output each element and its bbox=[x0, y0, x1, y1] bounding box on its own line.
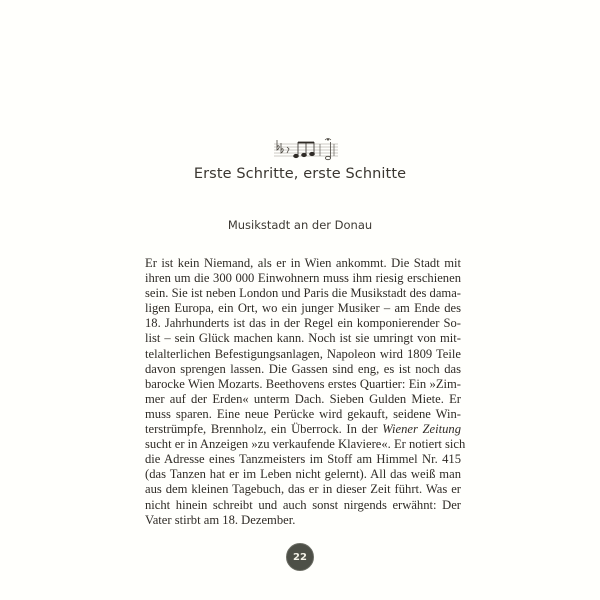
text-line: Vater stirbt am 18. Dezember. bbox=[145, 512, 296, 527]
newspaper-title-italic: Wiener Zeitung bbox=[382, 422, 461, 437]
text-line: aus dem kleinen Tagebuch, das er in dieser Zeit führt. Was er bbox=[145, 482, 461, 497]
text-line: sein. Sie ist neben London und Paris die Musikstadt des dama- bbox=[145, 286, 461, 301]
text-line: barocke Wien Mozarts. Beethovens erstes Quartier: Ein »Zim- bbox=[145, 376, 461, 391]
text-line bbox=[145, 422, 461, 437]
text-line: muss sparen. Eine neue Perücke wird gekauft, seidene Win- bbox=[145, 406, 461, 421]
text-line: list – sein Glück machen kann. Noch ist sie umringt von mit- bbox=[145, 331, 461, 346]
text-line: die Adresse eines Tanzmeisters im Stoff am Himmel Nr. 415 bbox=[145, 452, 461, 467]
text-line: ihren um die 300 000 Einwohnern muss ihm riesig erschienen bbox=[145, 271, 461, 286]
text-segment: terstrümpfe, Brennholz, ein Überrock. In der bbox=[145, 422, 383, 437]
text-line: (das Tanzen hat er im Leben nicht gelernt). All das weiß man bbox=[145, 467, 461, 482]
text-line: davon sprengen lassen. Die Gassen sind eng, es ist noch das bbox=[145, 361, 461, 376]
text-line: nicht hinein schreibt und auch sonst nirgends erwähnt: Der bbox=[145, 497, 461, 512]
page-number-badge: 22 bbox=[286, 543, 314, 571]
chapter-title: Erste Schritte, erste Schnitte bbox=[193, 166, 407, 182]
text-line: telalterlichen Befestigungsanlagen, Napoleon wird 1809 Teile bbox=[145, 346, 461, 361]
section-title: Musikstadt an der Donau bbox=[227, 218, 373, 232]
body-paragraph bbox=[145, 256, 466, 528]
text-line: ligen Europa, ein Ort, wo ein junger Musiker – am Ende des bbox=[145, 301, 461, 316]
text-line: sucht er in Anzeigen »zu verkaufende Klaviere«. Er notiert sich bbox=[145, 437, 466, 452]
music-notes-icon bbox=[270, 136, 342, 164]
text-line: mer auf der Erden« unterm Dach. Sieben Gulden Miete. Er bbox=[145, 391, 461, 406]
text-line: Er ist kein Niemand, als er in Wien ankommt. Die Stadt mit bbox=[145, 256, 461, 270]
text-line: 18. Jahrhunderts ist das in der Regel ein komponierender So- bbox=[145, 316, 461, 331]
